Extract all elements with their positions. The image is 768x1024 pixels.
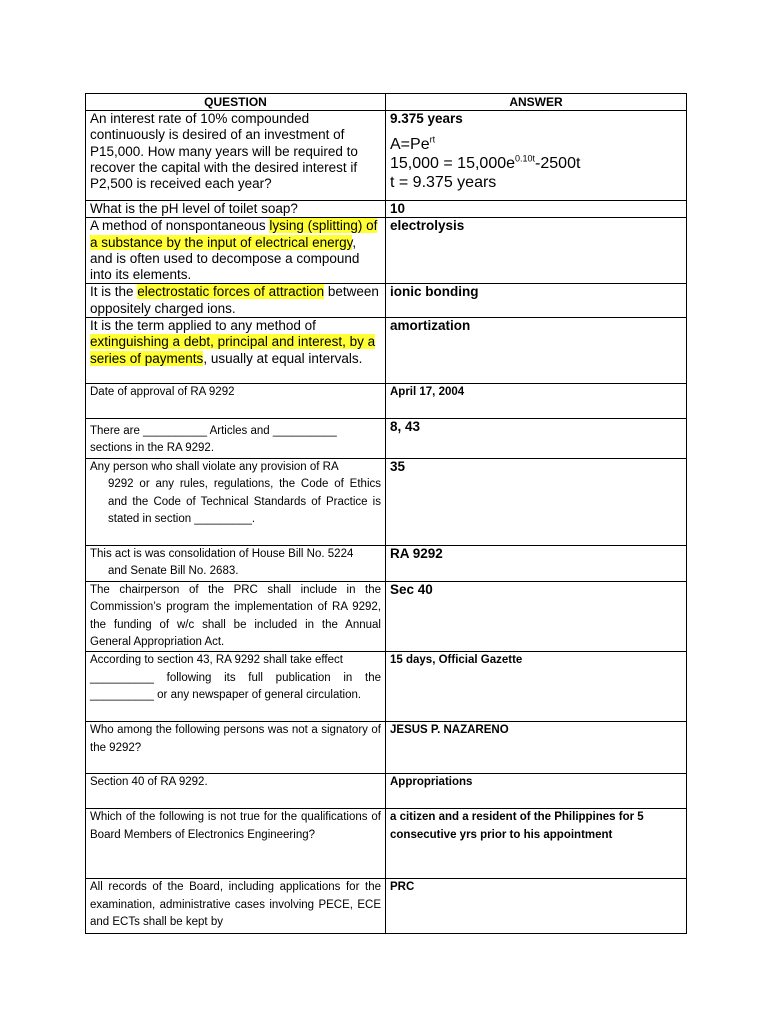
highlighted-text: lysing (splitting) of a substance by the input of electrical energy: [90, 218, 378, 250]
question-cell: [86, 879, 386, 934]
answer-cell: [386, 111, 687, 201]
table-row: [86, 879, 687, 934]
table-row: [86, 545, 687, 581]
table-row: [86, 384, 687, 419]
answer-cell: [386, 722, 687, 774]
question-text: and Senate Bill No. 2683.: [108, 565, 239, 578]
answer-cell: [386, 419, 687, 459]
answer-cell: [386, 809, 687, 879]
answer-cell: [386, 545, 687, 581]
table-row: [86, 774, 687, 809]
answer-header: ANSWER: [386, 94, 687, 111]
answer-text: JESUS P. NAZARENO: [390, 724, 509, 737]
question-cell: [86, 111, 386, 201]
question-text: It is the term applied to any method of: [90, 318, 316, 334]
qa-table: [85, 93, 687, 934]
answer-text: 35: [390, 458, 406, 474]
answer-cell: [386, 652, 687, 722]
answer-text: PRC: [390, 881, 415, 894]
answer-cell: [386, 201, 687, 218]
question-cell: [86, 809, 386, 879]
formula-sup: rt: [429, 134, 436, 145]
table-row: [86, 419, 687, 459]
answer-cell: [386, 581, 687, 652]
table-row: [86, 809, 687, 879]
question-cell: [86, 458, 386, 545]
question-header: QUESTION: [86, 94, 386, 111]
answer-cell: [386, 774, 687, 809]
table-row: [86, 581, 687, 652]
answer-cell: [386, 284, 687, 318]
question-text: A method of nonspontaneous: [90, 218, 270, 234]
answer-text: ionic bonding: [390, 284, 479, 300]
question-text: There are __________ Articles and __________: [90, 425, 337, 438]
question-text: Section 40 of RA 9292.: [90, 776, 208, 789]
question-cell: [86, 218, 386, 284]
question-text: Who among the following persons was not a signatory of the 9292?: [90, 724, 381, 754]
question-cell: [86, 581, 386, 652]
question-cell: [86, 545, 386, 581]
table-row: [86, 458, 687, 545]
question-text: , usually at equal intervals.: [203, 350, 363, 366]
formula-line: t = 9.375 years: [390, 174, 497, 192]
question-text: between oppositely charged ions.: [90, 284, 379, 316]
table-row: [86, 218, 687, 284]
question-cell: [86, 318, 386, 384]
answer-text: April 17, 2004: [390, 386, 465, 399]
question-text: It is the: [90, 284, 138, 300]
question-cell: [86, 201, 386, 218]
question-text: This act is was consolidation of House Bill No. 5224: [90, 547, 354, 560]
answer-text: Appropriations: [390, 776, 473, 789]
table-row: [86, 722, 687, 774]
question-text: 9292 or any rules, regulations, the Code of Ethics and the Code of Technical Standards of Practice is stated in section _________.: [108, 478, 381, 526]
answer-text: electrolysis: [390, 218, 465, 234]
answer-text: a citizen and a resident of the Philippines for 5 consecutive yrs prior to his appointment: [390, 811, 644, 841]
answer-text: Sec 40: [390, 581, 433, 597]
formula-text: 15,000 = 15,000e: [390, 155, 516, 173]
question-cell: [86, 384, 386, 419]
question-text: An interest rate of 10% compounded continuously is desired of an investment of P15,000. How many years will be required to recover the capital with the desired interest if P2,500 is received each year?: [90, 111, 358, 192]
highlighted-text: extinguishing a debt, principal and interest, by a series of payments: [90, 334, 376, 366]
highlighted-text: electrostatic forces of attraction: [137, 284, 325, 300]
answer-cell: [386, 458, 687, 545]
formula-text: -2500t: [535, 155, 581, 173]
table-row: [86, 284, 687, 318]
question-cell: [86, 284, 386, 318]
table-row: [86, 111, 687, 201]
question-text: Which of the following is not true for the qualifications of Board Members of Electronics Engineering?: [90, 811, 381, 841]
table-row: [86, 201, 687, 218]
answer-cell: [386, 218, 687, 284]
header-row: [86, 94, 687, 111]
question-cell: [86, 652, 386, 722]
question-text: The chairperson of the PRC shall include in the Commission’s program the implementation of RA 9292, the funding of w/c shall be included in the Annual General Appropriation Act.: [90, 583, 381, 648]
answer-cell: [386, 879, 687, 934]
answer-text: RA 9292: [390, 545, 443, 561]
formula-sup: 0.10t: [515, 153, 536, 164]
answer-cell: [386, 384, 687, 419]
answer-text: 8, 43: [390, 419, 421, 435]
question-cell: [86, 419, 386, 459]
answer-text: 10: [390, 201, 406, 216]
question-text: All records of the Board, including applications for the examination, administrative cases involving PECE, ECE and ECTs shall be kept by: [90, 881, 381, 929]
formula-line: [390, 154, 682, 173]
answer-text: 15 days, Official Gazette: [390, 654, 523, 667]
question-text: , and is often used to decompose a compound into its elements.: [90, 234, 360, 283]
question-text: Any person who shall violate any provision of RA: [90, 460, 339, 473]
question-text: __________ following its full publication in the __________ or any newspaper of general circulation.: [90, 671, 381, 702]
answer-cell: [386, 318, 687, 384]
question-text: According to section 43, RA 9292 shall take effect: [90, 654, 343, 667]
answer-text: amortization: [390, 318, 471, 334]
table-row: [86, 318, 687, 384]
question-text: sections in the RA 9292.: [90, 442, 215, 455]
formula-text: A=Pe: [390, 136, 430, 154]
question-text: Date of approval of RA 9292: [90, 386, 235, 399]
question-cell: [86, 774, 386, 809]
table-row: [86, 652, 687, 722]
question-cell: [86, 722, 386, 774]
formula-line: [390, 135, 682, 154]
question-text: What is the pH level of toilet soap?: [90, 201, 298, 216]
answer-title: 9.375 years: [390, 111, 463, 126]
